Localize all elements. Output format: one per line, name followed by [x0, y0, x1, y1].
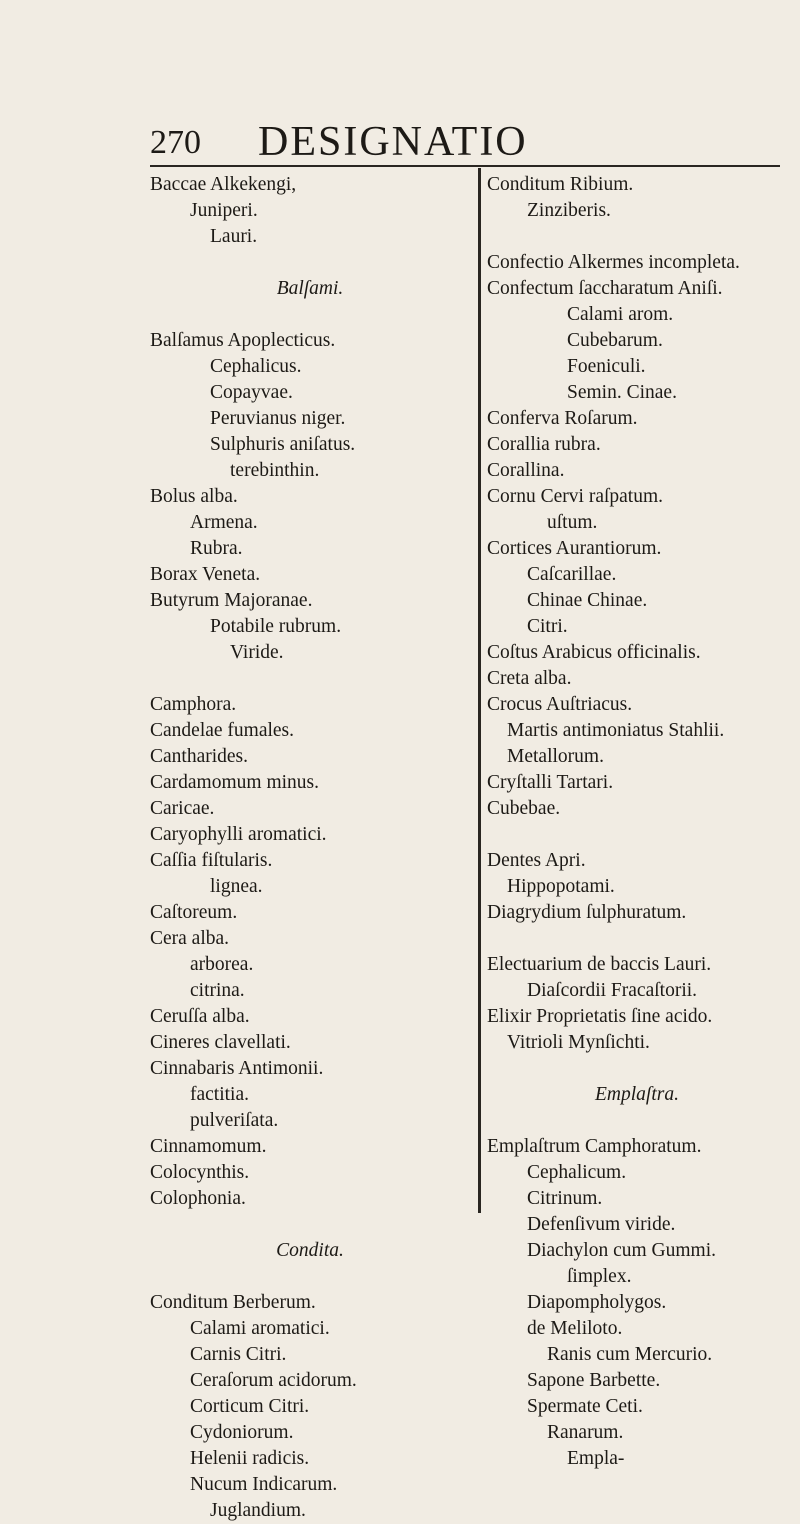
blank-line [150, 1212, 470, 1238]
entry-line: Caryophylli aromatici. [150, 824, 327, 845]
entry-line: Cubebae. [487, 798, 561, 819]
entry-line: Viride. [230, 642, 284, 663]
blank-line [150, 1264, 470, 1290]
entry-line: Cineres clavellati. [150, 1032, 291, 1053]
catchword: Empla- [567, 1448, 625, 1469]
entry-line: Juniperi. [190, 200, 258, 221]
entry-line: Conditum Ribium. [487, 174, 634, 195]
blank-line [150, 666, 470, 692]
entry-line: Corticum Citri. [190, 1396, 310, 1417]
blank-line [150, 250, 470, 276]
entry-line: Camphora. [150, 694, 237, 715]
entry-line: citrina. [190, 980, 245, 1001]
entry-line: Ceraſorum acidorum. [190, 1370, 357, 1391]
entry-line: Calami arom. [567, 304, 674, 325]
blank-line [487, 926, 787, 952]
entry-line: Hippopotami. [507, 876, 615, 897]
entry-line: Foeniculi. [567, 356, 646, 377]
running-title: DESIGNATIO [258, 119, 528, 165]
header-rule [150, 165, 780, 167]
entry-line: Defenſivum viride. [527, 1214, 676, 1235]
entry-line: Ceruſſa alba. [150, 1006, 250, 1027]
entry-line: Electuarium de baccis Lauri. [487, 954, 712, 975]
entry-line: Dentes Apri. [487, 850, 586, 871]
entry-line: Copayvae. [210, 382, 293, 403]
entry-line: Corallina. [487, 460, 565, 481]
blank-line [487, 1108, 787, 1134]
entry-line: pulveriſata. [190, 1110, 279, 1131]
entry-line: Vitrioli Mynſichti. [507, 1032, 650, 1053]
entry-line: Cryſtalli Tartari. [487, 772, 614, 793]
entry-line: terebinthin. [230, 460, 320, 481]
entry-line: lignea. [210, 876, 263, 897]
entry-line: Baccae Alkekengi, [150, 174, 297, 195]
entry-line: Cardamomum minus. [150, 772, 319, 793]
entry-line: factitia. [190, 1084, 250, 1105]
entry-line: Diachylon cum Gummi. [527, 1240, 717, 1261]
entry-line: Diaſcordii Fracaſtorii. [527, 980, 698, 1001]
entry-line: Armena. [190, 512, 258, 533]
entry-line: Lauri. [210, 226, 258, 247]
entry-line: Cortices Aurantiorum. [487, 538, 662, 559]
entry-line: Martis antimoniatus Stahlii. [507, 720, 725, 741]
entry-line: Cera alba. [150, 928, 230, 949]
blank-line [487, 224, 787, 250]
entry-line: Cephalicum. [527, 1162, 627, 1183]
entry-line: Cinnabaris Antimonii. [150, 1058, 324, 1079]
entry-line: Potabile rubrum. [210, 616, 342, 637]
entry-line: Carnis Citri. [190, 1344, 287, 1365]
entry-line: Nucum Indicarum. [190, 1474, 338, 1495]
entry-line: Caſtoreum. [150, 902, 238, 923]
entry-line: Cephalicus. [210, 356, 302, 377]
entry-line: Cydoniorum. [190, 1422, 294, 1443]
section-heading: Emplaſtra. [595, 1084, 679, 1105]
blank-line [487, 822, 787, 848]
entry-line: Corallia rubra. [487, 434, 601, 455]
entry-line: Butyrum Majoranae. [150, 590, 313, 611]
entry-line: Chinae Chinae. [527, 590, 648, 611]
left-column [150, 172, 470, 1524]
entry-line: uſtum. [547, 512, 598, 533]
entry-line: Cinnamomum. [150, 1136, 267, 1157]
entry-line: Semin. Cinae. [567, 382, 677, 403]
entry-line: Cubebarum. [567, 330, 663, 351]
entry-line: Conferva Roſarum. [487, 408, 638, 429]
entry-line: Calami aromatici. [190, 1318, 330, 1339]
section-heading: Balſami. [276, 278, 344, 299]
entry-line: Metallorum. [507, 746, 604, 767]
entry-line: ſimplex. [567, 1266, 632, 1287]
entry-line: Coſtus Arabicus officinalis. [487, 642, 701, 663]
entry-line: arborea. [190, 954, 254, 975]
entry-line: Juglandium. [210, 1500, 306, 1521]
entry-line: Sulphuris aniſatus. [210, 434, 356, 455]
entry-line: Caricae. [150, 798, 215, 819]
entry-line: Caſſia fiſtularis. [150, 850, 273, 871]
entry-line: Spermate Ceti. [527, 1396, 643, 1417]
entry-line: Ranarum. [547, 1422, 624, 1443]
entry-line: Candelae fumales. [150, 720, 295, 741]
entry-line: Cantharides. [150, 746, 249, 767]
entry-line: Elixir Proprietatis ſine acido. [487, 1006, 713, 1027]
entry-line: Citri. [527, 616, 568, 637]
column-divider [478, 168, 481, 1213]
right-column [487, 172, 787, 1472]
entry-line: Emplaſtrum Camphoratum. [487, 1136, 702, 1157]
entry-line: Confectum ſaccharatum Aniſi. [487, 278, 723, 299]
entry-line: Colophonia. [150, 1188, 246, 1209]
entry-line: Confectio Alkermes incompleta. [487, 252, 740, 273]
entry-line: Cornu Cervi raſpatum. [487, 486, 664, 507]
entry-line: de Meliloto. [527, 1318, 623, 1339]
entry-line: Diagrydium ſulphuratum. [487, 902, 687, 923]
entry-line: Borax Veneta. [150, 564, 261, 585]
entry-line: Conditum Berberum. [150, 1292, 316, 1313]
blank-line [487, 1056, 787, 1082]
entry-line: Diapompholygos. [527, 1292, 667, 1313]
page-number: 270 [150, 124, 201, 161]
entry-line: Citrinum. [527, 1188, 603, 1209]
entry-line: Zinziberis. [527, 200, 611, 221]
entry-line: Bolus alba. [150, 486, 238, 507]
entry-line: Rubra. [190, 538, 243, 559]
entry-line: Peruvianus niger. [210, 408, 346, 429]
page-header [150, 118, 770, 168]
blank-line [150, 302, 470, 328]
entry-line: Balſamus Apoplecticus. [150, 330, 336, 351]
section-heading: Condita. [276, 1240, 344, 1261]
entry-line: Crocus Auſtriacus. [487, 694, 633, 715]
entry-line: Caſcarillae. [527, 564, 617, 585]
entry-line: Ranis cum Mercurio. [547, 1344, 713, 1365]
entry-line: Creta alba. [487, 668, 572, 689]
entry-line: Sapone Barbette. [527, 1370, 661, 1391]
entry-line: Colocynthis. [150, 1162, 250, 1183]
entry-line: Helenii radicis. [190, 1448, 310, 1469]
